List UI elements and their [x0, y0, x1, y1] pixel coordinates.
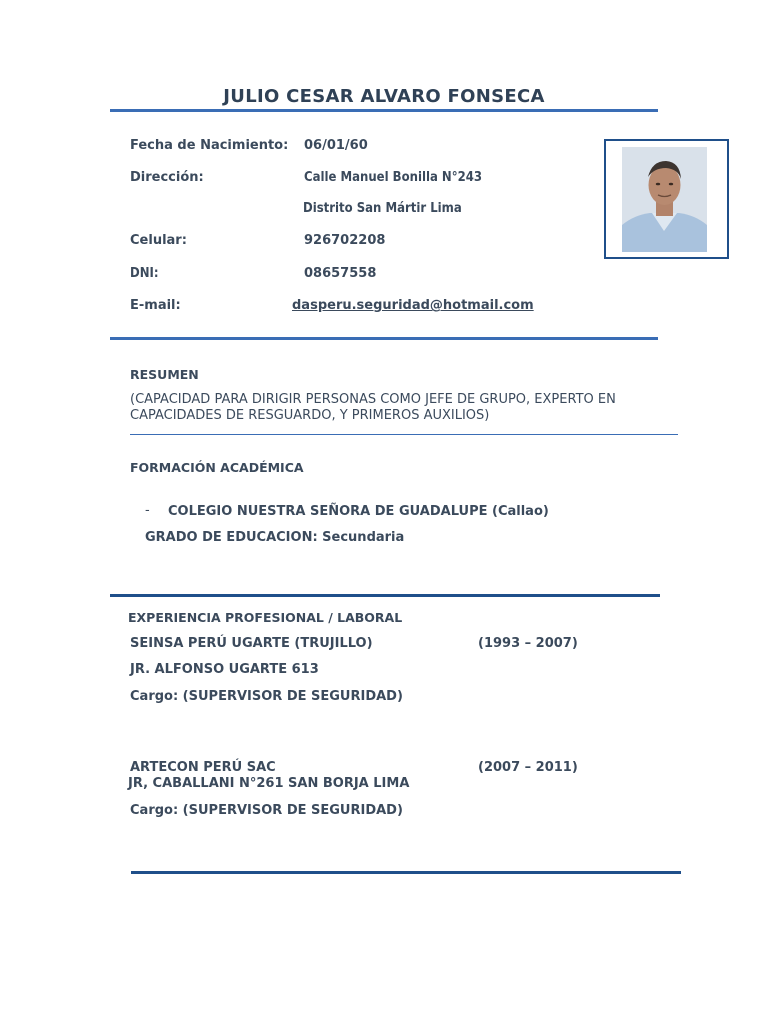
job-2-address: JR, CABALLANI N°261 SAN BORJA LIMA: [128, 776, 410, 791]
address-line-2: Distrito San Mártir Lima: [303, 201, 462, 216]
dni-label: DNI:: [130, 266, 159, 281]
experience-heading: EXPERIENCIA PROFESIONAL / LABORAL: [128, 610, 403, 625]
footer-divider: [131, 871, 681, 874]
job-2-company: ARTECON PERÚ SAC: [130, 760, 276, 775]
phone-value: 926702208: [304, 233, 386, 248]
email-link[interactable]: dasperu.seguridad@hotmail.com: [292, 298, 534, 313]
education-grade: GRADO DE EDUCACION: Secundaria: [145, 530, 405, 545]
bullet-dash: -: [145, 503, 150, 518]
job-2-role: Cargo: (SUPERVISOR DE SEGURIDAD): [130, 803, 403, 818]
birth-date-label: Fecha de Nacimiento:: [130, 138, 289, 153]
address-line-1: Calle Manuel Bonilla N°243: [304, 170, 482, 185]
summary-divider: [130, 434, 678, 435]
job-1-period: (1993 – 2007): [478, 636, 578, 651]
education-heading: FORMACIÓN ACADÉMICA: [130, 460, 304, 475]
candidate-name: JULIO CESAR ALVARO FONSECA: [223, 86, 545, 107]
header-divider: [110, 109, 658, 112]
summary-heading: RESUMEN: [130, 367, 199, 382]
profile-photo: [622, 147, 707, 252]
address-label: Dirección:: [130, 170, 204, 185]
phone-label: Celular:: [130, 233, 187, 248]
email-label: E-mail:: [130, 298, 181, 313]
dni-value: 08657558: [304, 266, 377, 281]
job-2-period: (2007 – 2011): [478, 760, 578, 775]
personal-info-divider: [110, 337, 658, 340]
summary-line-2: CAPACIDADES DE RESGUARDO, Y PRIMEROS AUXILIOS): [130, 408, 490, 423]
education-divider: [110, 594, 660, 597]
job-1-company: SEINSA PERÚ UGARTE (TRUJILLO): [130, 636, 373, 651]
summary-line-1: (CAPACIDAD PARA DIRIGIR PERSONAS COMO JEFE DE GRUPO, EXPERTO EN: [130, 392, 616, 407]
job-1-address: JR. ALFONSO UGARTE 613: [130, 662, 319, 677]
school-name: COLEGIO NUESTRA SEÑORA DE GUADALUPE (Callao): [168, 504, 549, 519]
birth-date-value: 06/01/60: [304, 138, 368, 153]
job-1-role: Cargo: (SUPERVISOR DE SEGURIDAD): [130, 689, 403, 704]
